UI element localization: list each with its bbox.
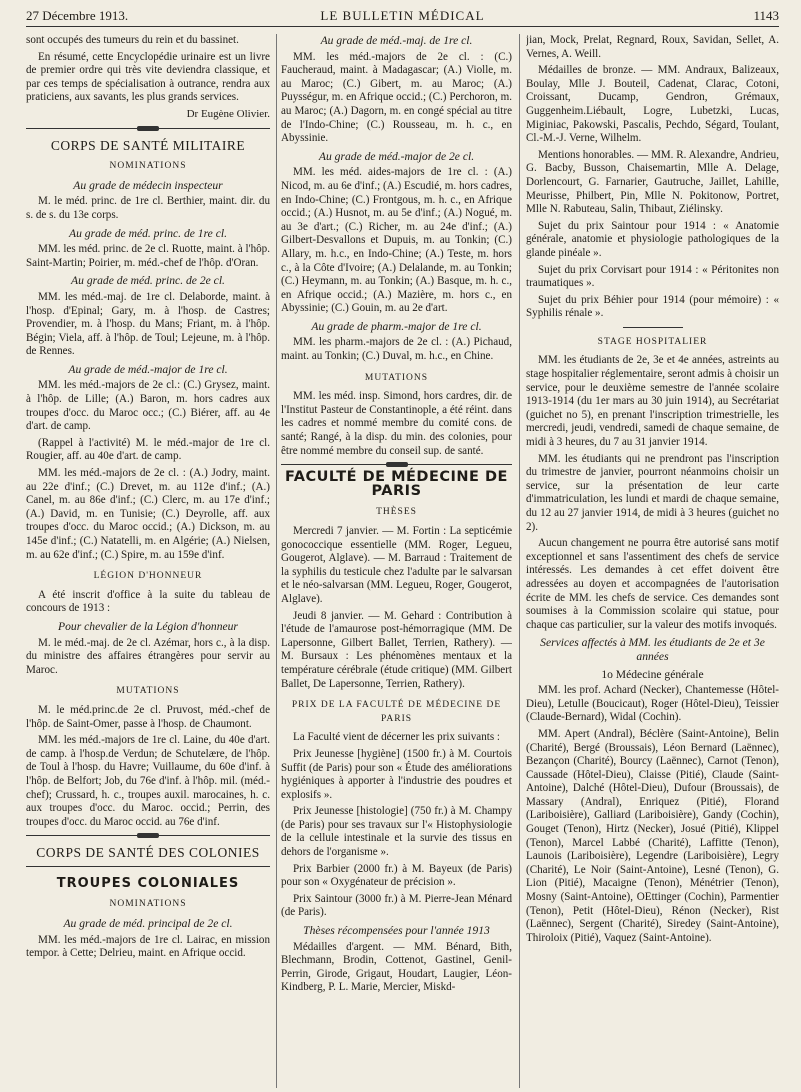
section-rule — [623, 327, 683, 328]
column-left — [26, 34, 270, 1088]
paragraph: Médailles de bronze. — MM. Andraux, Balizeaux, Boulay, Mlle J. Bouteil, Cadenat, Clarac, Cotoni, Croissant, Ducamp, Gendron, Grémaux, Guggenheim.Liébault, Logre, Lubetzki, Lucas, Miginiac, Pakowski, Pascalis, Pechdo, Ségard, Toulant, Cl.-M.-J. Verne, Wilhelm. — [526, 64, 779, 145]
rule-ornament — [137, 833, 159, 838]
grade-heading: Au grade de méd.-major de 1re cl. — [68, 362, 228, 376]
paragraph: MM. les méd.-maj. de 1re cl. Delaborde, maint. à l'hosp. d'Epinal; Gary, m. à l'hosp. de Castres; Provendier, m. à l'hosp. du Mans; Friant, m. à l'hôp. Bégin; Viela, aff. à l'hôp. de Toul; Lejeune, m. à l'hôp. de Rennes. — [26, 290, 270, 358]
grade-heading: Au grade de pharm.-major de 1re cl. — [311, 319, 482, 333]
paragraph: Aucun changement ne pourra être autorisé sans motif exceptionnel et sans l'assentiment des chefs de service intéressés. Les demandes à cet effet doivent être adressées au doyen et accompagnées de l'autorisation écrite de MM. les chefs de service. Ces demandes sont soumises à la Commission scolaire qui statue, pour chaque cas particulier, sur la valeur des motifs invoqués. — [526, 537, 779, 631]
section-title: FACULTÉ DE MÉDECINE DE PARIS — [285, 469, 508, 499]
paragraph: Sujet du prix Corvisart pour 1914 : « Péritonites non traumatiques ». — [526, 263, 779, 290]
services-heading: Services affectés à MM. les étudiants de 2e et 3e années — [540, 636, 765, 663]
paragraph: jian, Mock, Prelat, Regnard, Roux, Savidan, Sellet, A. Vernes, A. Weill. — [526, 34, 779, 60]
paragraph: MM. Apert (Andral), Béclère (Saint-Antoine), Belin (Charité), Bergé (Broussais), Léon Bernard (Laënnec), Bezançon (Charité), Bourcy (Laënnec), Carnot (Tenon), Caussade (Hôtel-Dieu), Claisse (Pitié), Claude (Saint-Antoine), Dalché (Hôtel-Dieu), Dufour (Broussais), de Massary (Andral), Enriquez (Pitié), Florand (Lariboisière), Galliard (Lariboisière), Gandy (Cochin), Gouget (Tenon), Hirtz (Necker), Josué (Pitié), Klippel (Tenon), Marcel Labbé (Charité), Laffitte (Tenon), Launois (Lariboisière), Legendre (Lariboisière), Legry (Charité), Le Noir (Saint-Antoine), Lesné (Tenon), G. Lion (Pitié), Macaigne (Tenon), Ménétrier (Tenon), Mosny (Saint-Antoine), OEttinger (Cochin), Parmentier (Tenon), Petit (Hôtel-Dieu), Rénon (Necker), Rist (Laënnec), Sergent (Charité), Siredey (Saint-Antoine), Thiroloix (Pitié), Vaquez (Saint-Antoine). — [526, 727, 779, 944]
section-title: TROUPES COLONIALES — [56, 875, 240, 891]
subsection-title: NOMINATIONS — [109, 899, 187, 910]
subsection-title: THÈSES — [376, 507, 417, 518]
grade-heading: Thèses récompensées pour l'année 1913 — [303, 924, 490, 938]
header-page-number: 1143 — [753, 8, 779, 23]
header-date: 27 Décembre 1913. — [26, 8, 129, 23]
section-rule — [281, 464, 512, 465]
section-title: CORPS DE SANTÉ MILITAIRE — [50, 137, 246, 153]
paragraph: En résumé, cette Encyclopédie urinaire est un livre de premier ordre qui très vite deviendra classique, et par ces temps de spécialisation à outrance, rendra aux praticiens, aux savants, les plus grands services. — [26, 50, 270, 104]
paragraph: A été inscrit d'office à la suite du tableau de concours de 1913 : — [26, 588, 270, 615]
paragraph: MM. les méd.-majors de 2e cl. : (A.) Jodry, maint. au 22e d'inf.; (C.) Drevet, m. au 112e d'inf.; (A.) Canel, m. au 86e d'inf.; (C.) Clerc, m. au 17e d'inf.; (A.) David, m. en Tunisie; (C.) Deyrolle, aff. aux troupes d'occ. du Maroc occid.; (A.) Dickson, m. au 145e d'inf.; (C.) Natatelli, m. en Algérie; (A.) Nielsen, m. au 62e d'inf.; (C.) Spire, m. au 159e d'inf. — [26, 467, 270, 561]
paragraph: Sujet du prix Béhier pour 1914 (pour mémoire) : « Syphilis rénale ». — [526, 293, 779, 320]
author-signature: Dr Eugène Olivier. — [186, 107, 270, 120]
grade-heading: Au grade de méd. princ. de 1re cl. — [69, 226, 227, 240]
paragraph: MM. les méd.-majors de 1re cl. Lairac, en mission tempor. à Cette; Delrieu, maint. en Afrique occid. — [26, 933, 270, 960]
grade-heading: Au grade de méd.-major de 2e cl. — [318, 149, 475, 163]
paragraph: Mentions honorables. — MM. R. Alexandre, Andrieu, G. Bacby, Busson, Chaisemartin, Mlle A. Delage, Dorlencourt, G. Farnarier, Gautruche, Jaillet, Lahille, Meurisse, Philbert, Pin, Mlle N. Pokitonow, Portret, Mlle N. Rabuteau, Salin, Thibaut, Ziélinsky. — [526, 148, 779, 216]
paragraph: MM. les méd.-majors de 1re cl. Laine, du 40e d'art. de camp. à l'hosp.de Verdun; de Schutelære, de l'hôp. de Toul à l'hosp. du Havre; Vuillaume, du 60e d'inf. à l'hôp. de Belfort; Job, du 76e d'inf. à l'hôp. mil. (méd.-chef); Crussard, h. c., troupes auxil. marocaines, h. c. aux troupes d'occ. du Maroc. occid.; Perrin, des troupes d'occ. du Maroc occid. au 76e d'inf. — [26, 734, 270, 828]
paragraph: M. le méd.princ.de 2e cl. Pruvost, méd.-chef de l'hôp. de Saint-Omer, passe à l'hosp. de Chaumont. — [26, 703, 270, 730]
subsection-title: LÉGION D'HONNEUR — [93, 571, 203, 582]
paragraph: Mercredi 7 janvier. — M. Fortin : La septicémie gonococcique essentielle (MM. Roger, Legueu, Gougerot, Alglave). — M. Barraud : Traitement de la syphilis du testicule chez l'adulte par le salvarsan et le néo-salvarsan (MM. Legueu, Roger, Gougerot, Alglave). — [281, 525, 512, 605]
paragraph: M. le méd.-maj. de 2e cl. Azémar, hors c., à la disp. du ministre des affaires étrangères pour servir au Maroc. — [26, 636, 270, 676]
paragraph: MM. les méd. princ. de 2e cl. Ruotte, maint. à l'hôp. Saint-Martin; Poirier, m. méd.-chef de l'hôp. d'Oran. — [26, 243, 270, 269]
grade-heading: Au grade de méd.-maj. de 1re cl. — [320, 34, 473, 47]
paragraph: MM. les méd.-majors de 2e cl.: (C.) Grysez, maint. à l'hôp. de Lille; (A.) Baron, m. hors cadres aux troupes d'occ. du Maroc occ.; (C.) Biérer, aff. au 4e d'art. de camp. — [26, 379, 270, 433]
header-journal-title: LE BULLETIN MÉDICAL — [320, 8, 485, 23]
grade-heading: Pour chevalier de la Légion d'honneur — [58, 619, 238, 633]
paragraph: MM. les méd. aides-majors de 1re cl. : (A.) Nicod, m. au 6e d'inf.; (A.) Escudié, m. hors cadres, en Indo-Chine; (C.) Frontgous, m. h. c., en Afrique occid.; (A.) Husnot, m. au 5e d'inf.; (A.) Nogué, m. au 3e d'art.; (C.) Richer, m. au 24e d'inf.; (A.) Gilbert-Desvallons et Dupuis, m. au Tonkin; (C.) Allary, m. h.c., en Indo-Chine; (A.) Teste, m. hors c., à la Côte d'Ivoire; (A.) Delalande, m. au Tonkin; (C.) Heymann, m. au Tonkin; (A.) Basque, m. h. c., en Afrique occid.; (A.) Mazière, m. hors c., en Abyssinie; (C.) Gouin, m. au 2e d'art. — [281, 166, 512, 315]
services-subheading: 1o Médecine générale — [601, 667, 704, 681]
subsection-title: MUTATIONS — [116, 686, 180, 697]
paragraph: M. le méd. princ. de 1re cl. Berthier, maint. dir. du s. de s. du 13e corps. — [26, 195, 270, 221]
paragraph: Prix Barbier (2000 fr.) à M. Bayeux (de Paris) pour son « Oxygénateur de précision ». — [281, 862, 512, 889]
paragraph: Prix Jeunesse [hygiène] (1500 fr.) à M. Courtois Suffit (de Paris) pour son « Étude des améliorations hygiéniques à apporter à l'industrie des poudres et explosifs ». — [281, 747, 512, 801]
grade-heading: Au grade de méd. principal de 2e cl. — [63, 917, 233, 931]
section-title: CORPS DE SANTÉ DES COLONIES — [36, 845, 260, 861]
paragraph: Médailles d'argent. — MM. Bénard, Bith, Blechmann, Brodin, Cottenot, Gastinel, Genil-Perrin, Girode, Grigaut, Houdart, Laugier, Léon-Kindberg, P. L. Marie, Mercier, Miskd- — [281, 940, 512, 994]
page-header — [26, 4, 779, 26]
subsection-title: MUTATIONS — [364, 372, 429, 383]
column-middle — [281, 34, 512, 1088]
section-rule — [26, 128, 270, 129]
paragraph: MM. les étudiants de 2e, 3e et 4e années, astreints au stage hospitalier réglementaire, seront admis à choisir un service, pour le deuxième semestre de l'année scolaire 1913-1914 (du 1er mars au 30 juin 1914), au Secrétariat (guichet no 5), en prenant l'inscription trimestrielle, les mercredi, jeudi, vendredi, samedi de chaque semaine, de midi à 3 heures, du 7 au 31 janvier 1914. — [526, 354, 779, 449]
subsection-title: NOMINATIONS — [109, 161, 187, 172]
paragraph: Prix Saintour (3000 fr.) à M. Pierre-Jean Ménard (de Paris). — [281, 892, 512, 919]
paragraph: Prix Jeunesse [histologie] (750 fr.) à M. Champy (de Paris) pour ses travaux sur l'« Histophysiologie de la cellule intestinale et la survie des tissus en dehors de l'organisme ». — [281, 805, 512, 859]
subsection-title: PRIX DE LA FACULTÉ DE MÉDECINE DE PARIS — [291, 700, 502, 724]
column-right — [526, 34, 779, 1088]
paragraph: MM. les méd. insp. Simond, hors cardres, dir. de l'Institut Pasteur de Constantinople, a été réint. dans les cadres et nommé membre du comité cons. de santé; Rangé, à la disp. du min. des colonies, pour être nommé membre du conseil sup. de santé. — [281, 390, 512, 457]
column-divider — [519, 34, 520, 1088]
rule-ornament — [386, 462, 408, 467]
paragraph: (Rappel à l'activité) M. le méd.-major de 1re cl. Rougier, aff. au 40e d'art. de camp. — [26, 436, 270, 463]
header-rule — [26, 26, 779, 27]
paragraph: MM. les prof. Achard (Necker), Chantemesse (Hôtel-Dieu), Letulle (Boucicaut), Roger (Hôtel-Dieu), Teissier (Claude-Bernard), Widal (Cochin). — [526, 684, 779, 724]
grade-heading: Au grade de méd. princ. de 2e cl. — [71, 274, 225, 288]
rule-ornament — [137, 126, 159, 131]
paragraph: Sujet du prix Saintour pour 1914 : « Anatomie générale, anatomie et physiologie pathologiques de la glande pinéale ». — [526, 219, 779, 259]
paragraph: Jeudi 8 janvier. — M. Gehard : Contribution à l'étude de l'amaurose post-hémorragique (MM. De Lapersonne, Gilbert Ballet, Terrien, Rathery). — M. Bursaux : Les phénomènes mentaux et la température cérébrale (étude critique) (MM. Gilbert Ballet, De Lapersonne, Terrien, Rathery). — [281, 609, 512, 690]
section-rule — [26, 866, 270, 867]
paragraph: MM. les pharm.-majors de 2e cl. : (A.) Pichaud, maint. au Tonkin; (C.) Duval, m. h.c., en Chine. — [281, 336, 512, 363]
paragraph: sont occupés des tumeurs du rein et du bassinet. — [26, 34, 239, 46]
grade-heading: Au grade de médecin inspecteur — [73, 178, 223, 192]
section-rule — [26, 835, 270, 836]
paragraph: La Faculté vient de décerner les prix suivants : — [293, 731, 501, 744]
paragraph: MM. les étudiants qui ne prendront pas l'inscription du trimestre de janvier, pourront néanmoins choisir un service, sur la présentation de leur carte d'immatriculation, les lundi et mardi de chaque semaine, du 12 au 27 janvier 1914, de midi à 3 heures (guichet no 2). — [526, 452, 779, 533]
paragraph: MM. les méd.-majors de 2e cl. : (C.) Faucheraud, maint. à Madagascar; (A.) Violle, m. au Maroc; (C.) Gibert, m. au Maroc; (A.) Puysségur, m. en Afrique occid.; (C.) Perchoron, m. au Maroc; (A.) Dagorn, m. en congé spécial au titre de l'Indo-Chine; (C.) Rousseau, m. h. c., en Abyssinie. — [281, 50, 512, 145]
subsection-title: STAGE HOSPITALIER — [597, 336, 708, 347]
column-divider — [276, 34, 277, 1088]
